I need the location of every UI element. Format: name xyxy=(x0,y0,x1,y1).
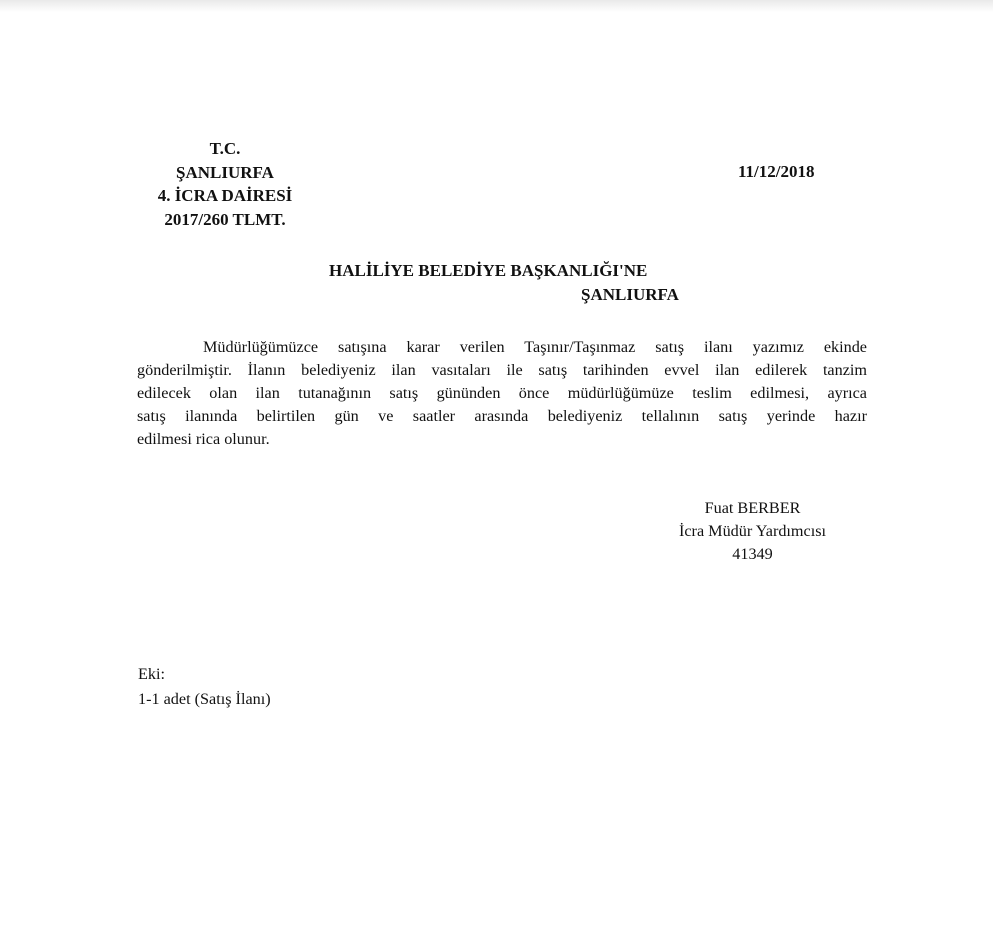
issuer-header xyxy=(130,137,320,231)
signatory-title: İcra Müdür Yardımcısı xyxy=(678,522,826,540)
signatory-name: Fuat BERBER xyxy=(704,499,801,517)
scan-edge-shadow xyxy=(0,0,993,12)
addressee-institution: HALİLİYE BELEDİYE BAŞKANLIĞI'NE xyxy=(329,261,648,280)
signatory-number: 41349 xyxy=(732,545,773,563)
body-line: edilmesi rica olunur. xyxy=(137,430,270,448)
header-line-file-number: 2017/260 TLMT. xyxy=(164,209,286,229)
letter-body xyxy=(137,336,867,451)
header-line-country: T.C. xyxy=(209,139,241,158)
body-line: gönderilmiştir. İlanın belediyeniz ilan vasıtaları ile satış tarihinden evvel ilan edilerek tanzim xyxy=(137,361,867,379)
body-line: edilecek olan ilan tutanağının satış gününden önce müdürlüğümüze teslim edilmesi, ayrıca xyxy=(137,384,867,402)
attachment-item: 1-1 adet (Satış İlanı) xyxy=(138,690,271,708)
body-line: Müdürlüğümüzce satışına karar verilen Taşınır/Taşınmaz satış ilanı yazımız ekinde xyxy=(203,338,867,356)
document-date: 11/12/2018 xyxy=(738,162,815,181)
header-line-city: ŞANLIURFA xyxy=(176,162,274,182)
attachments-block xyxy=(138,662,271,712)
signature-block xyxy=(650,497,855,566)
attachments-label: Eki: xyxy=(138,665,165,683)
body-line: satış ilanında belirtilen gün ve saatler arasında belediyeniz tellalının satış yerinde hazır xyxy=(137,407,867,425)
header-line-office: 4. İCRA DAİRESİ xyxy=(157,186,293,205)
addressee-city: ŞANLIURFA xyxy=(581,285,679,304)
